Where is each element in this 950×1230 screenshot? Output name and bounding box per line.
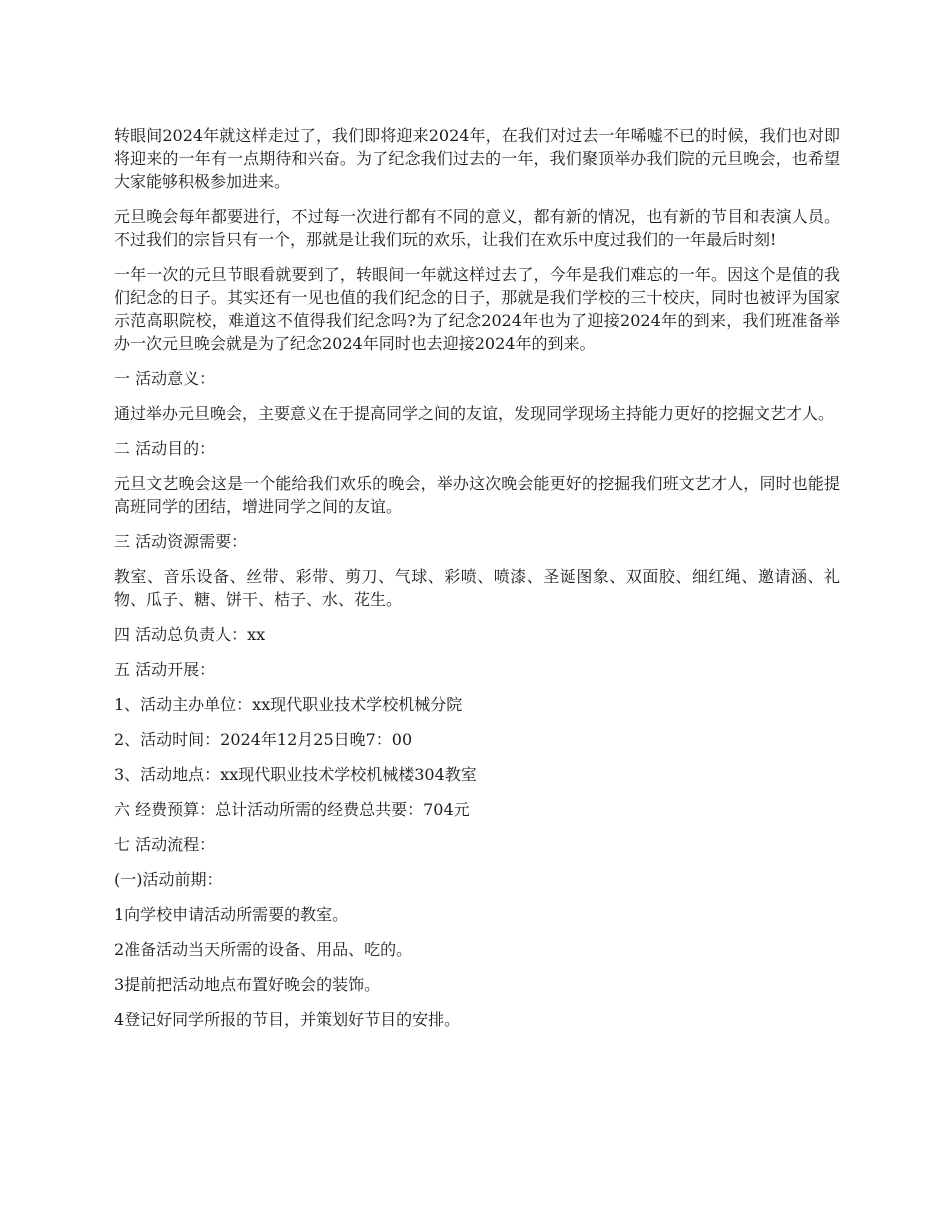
paragraph-goal: 元旦文艺晚会这是一个能给我们欢乐的晚会，举办这次晚会能更好的挖掘我们班文艺才人，同时也能提高班同学的团结，增进同学之间的友谊。 xyxy=(114,474,840,516)
paragraph-background: 一年一次的元旦节眼看就要到了，转眼间一年就这样过去了，今年是我们难忘的一年。因这个是值的我们纪念的日子。其实还有一见也值的我们纪念的日子，那就是我们学校的三十校庆，同时也被评为国家示范高职院校，难道这不值得我们纪念吗?为了纪念2024年也为了迎接2024年的到来，我们班准备举办一次元旦晚会就是为了纪念2024年同时也去迎接2024年的到来。 xyxy=(114,265,840,353)
section-heading-leader: 四 活动总负责人：xx xyxy=(114,625,266,644)
list-item-prepare-equipment: 2准备活动当天所需的设备、用品、吃的。 xyxy=(114,940,413,959)
paragraph-resources: 教室、音乐设备、丝带、彩带、剪刀、气球、彩喷、喷漆、圣诞图象、双面胶、细红绳、邀请涵、礼物、瓜子、糖、饼干、桔子、水、花生。 xyxy=(114,567,840,609)
list-item-register-programs: 4登记好同学所报的节目，并策划好节目的安排。 xyxy=(114,1010,461,1029)
list-item-location: 3、活动地点：xx现代职业技术学校机械楼304教室 xyxy=(114,765,477,784)
list-item-time: 2、活动时间：2024年12月25日晚7：00 xyxy=(114,730,413,749)
subsection-heading-early-stage: (一)活动前期： xyxy=(114,870,223,889)
section-heading-resources: 三 活动资源需要： xyxy=(114,532,248,551)
section-heading-process: 七 活动流程： xyxy=(114,835,216,854)
section-heading-execution: 五 活动开展： xyxy=(114,660,216,679)
list-item-organizer: 1、活动主办单位：xx现代职业技术学校机械分院 xyxy=(114,695,463,714)
list-item-apply-classroom: 1向学校申请活动所需要的教室。 xyxy=(114,905,349,924)
section-heading-goal: 二 活动目的： xyxy=(114,439,216,458)
list-item-decorate-venue: 3提前把活动地点布置好晚会的装饰。 xyxy=(114,975,381,994)
paragraph-significance: 通过举办元旦晚会，主要意义在于提高同学之间的友谊，发现同学现场主持能力更好的挖掘文艺才人。 xyxy=(114,404,835,423)
paragraph-purpose: 元旦晚会每年都要进行，不过每一次进行都有不同的意义，都有新的情况，也有新的节目和表演人员。不过我们的宗旨只有一个，那就是让我们玩的欢乐，让我们在欢乐中度过我们的一年最后时刻! xyxy=(114,207,840,249)
section-heading-significance: 一 活动意义： xyxy=(114,369,216,388)
section-heading-budget: 六 经费预算：总计活动所需的经费总共要：704元 xyxy=(114,800,470,819)
paragraph-intro: 转眼间2024年就这样走过了，我们即将迎来2024年，在我们对过去一年唏嘘不已的时候，我们也对即将迎来的一年有一点期待和兴奋。为了纪念我们过去的一年，我们聚顶举办我们院的元旦晚会，也希望大家能够积极参加进来。 xyxy=(114,126,840,191)
